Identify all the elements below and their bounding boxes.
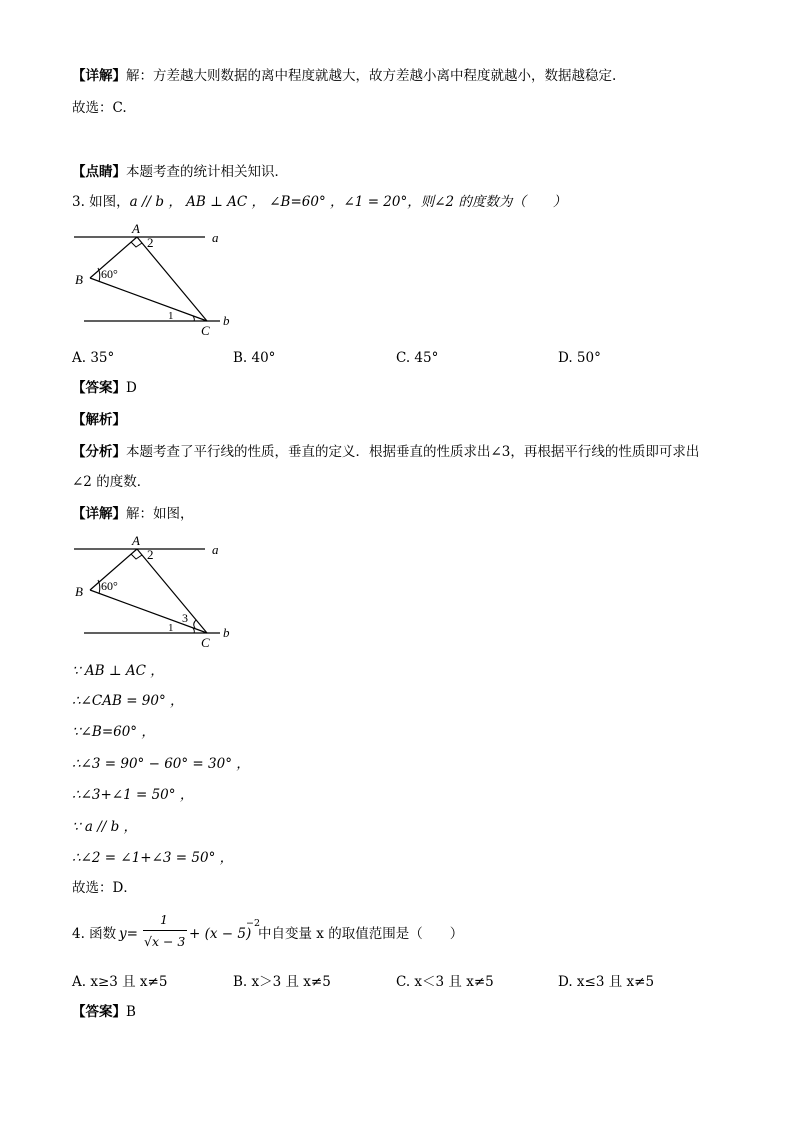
q4-option-a: A. x≥3 且 x≠5 bbox=[72, 974, 168, 990]
question-4-suffix: 中自变量 x 的取值范围是（ ） bbox=[258, 926, 464, 942]
detail-line bbox=[72, 66, 616, 86]
step-1: ∵ AB ⊥ AC ， bbox=[72, 663, 164, 679]
step-3: ∵∠B=60° ， bbox=[72, 724, 155, 740]
step-2: ∴∠CAB = 90° ， bbox=[72, 693, 184, 709]
q4-option-d: D. x≤3 且 x≠5 bbox=[558, 974, 655, 990]
option-b: B. 40° bbox=[233, 350, 276, 366]
label-2: 2 bbox=[147, 235, 154, 250]
fenxi-text: 本题考查了平行线的性质，垂直的定义．根据垂直的性质求出∠3，再根据平行线的性质即可求出 bbox=[126, 444, 700, 460]
q4-option-b: B. x＞3 且 x≠5 bbox=[233, 974, 331, 990]
xiangjie-line bbox=[72, 504, 194, 524]
fenxi-continued: ∠2 的度数． bbox=[72, 474, 151, 490]
choice-line: 故选：C. bbox=[72, 100, 127, 116]
option-c: C. 45° bbox=[396, 350, 439, 366]
function-y: y= bbox=[119, 926, 138, 942]
step-6: ∵ a // b ， bbox=[72, 819, 138, 835]
analysis-tag-line bbox=[72, 410, 126, 430]
label-60: 60° bbox=[101, 267, 118, 281]
triangle-figure-question bbox=[70, 222, 250, 342]
label-B: B bbox=[75, 272, 83, 287]
label-B: B bbox=[75, 584, 83, 599]
comment-text: 本题考查的统计相关知识． bbox=[126, 164, 288, 180]
xiangjie-tag: 【详解】 bbox=[72, 506, 126, 522]
answer-3-tag: 【答案】 bbox=[72, 380, 126, 396]
choice-d-line: 故选：D． bbox=[72, 880, 137, 896]
label-C: C bbox=[201, 323, 210, 338]
label-3: 3 bbox=[182, 611, 188, 625]
label-60: 60° bbox=[101, 579, 118, 593]
fraction-numerator: 1 bbox=[160, 912, 168, 927]
xiangjie-text: 解：如图， bbox=[126, 506, 194, 522]
label-2: 2 bbox=[147, 547, 154, 562]
label-1: 1 bbox=[168, 310, 174, 322]
question-3-prefix: 3. 如图， bbox=[72, 194, 130, 210]
fenxi-line bbox=[72, 442, 699, 462]
fraction-denominator: √x − 3 bbox=[144, 934, 186, 949]
power-term: + (x − 5) bbox=[189, 926, 252, 942]
option-d: D. 50° bbox=[558, 350, 601, 366]
answer-4-tag: 【答案】 bbox=[72, 1004, 126, 1020]
analysis-tag: 【解析】 bbox=[72, 412, 126, 428]
label-1: 1 bbox=[168, 622, 174, 634]
step-5: ∴∠3+∠1 = 50° ， bbox=[72, 787, 194, 803]
label-A: A bbox=[132, 534, 140, 548]
q4-option-c: C. x＜3 且 x≠5 bbox=[396, 974, 494, 990]
answer-4-line bbox=[72, 1002, 136, 1022]
answer-4-value: B bbox=[126, 1004, 136, 1020]
label-b: b bbox=[223, 313, 230, 328]
fraction-bar bbox=[143, 930, 187, 931]
comment-line bbox=[72, 162, 288, 182]
fenxi-tag: 【分析】 bbox=[72, 444, 126, 460]
triangle-figure-solution bbox=[70, 534, 250, 654]
question-3-stem bbox=[72, 192, 566, 212]
power-exponent: −2 bbox=[246, 918, 261, 929]
label-a: a bbox=[212, 542, 219, 557]
question-3-text: a // b ， AB ⊥ AC ， ∠B=60° ，∠1 = 20°，则∠2 的度数为（ ） bbox=[129, 194, 567, 210]
comment-tag: 【点睛】 bbox=[72, 164, 126, 180]
label-b: b bbox=[223, 625, 230, 640]
label-A: A bbox=[132, 222, 140, 236]
answer-3-line bbox=[72, 378, 137, 398]
answer-3-value: D bbox=[126, 380, 137, 396]
step-4: ∴∠3 = 90° − 60° = 30° ， bbox=[72, 756, 250, 772]
label-a: a bbox=[212, 230, 219, 245]
detail-tag: 【详解】 bbox=[72, 68, 126, 84]
detail-text: 解：方差越大则数据的离中程度就越大，故方差越小离中程度就越小，数据越稳定. bbox=[126, 68, 617, 84]
option-a: A. 35° bbox=[72, 350, 115, 366]
step-7: ∴∠2 = ∠1+∠3 = 50° ， bbox=[72, 850, 234, 866]
label-C: C bbox=[201, 635, 210, 650]
question-4-prefix: 4. 函数 bbox=[72, 926, 117, 942]
